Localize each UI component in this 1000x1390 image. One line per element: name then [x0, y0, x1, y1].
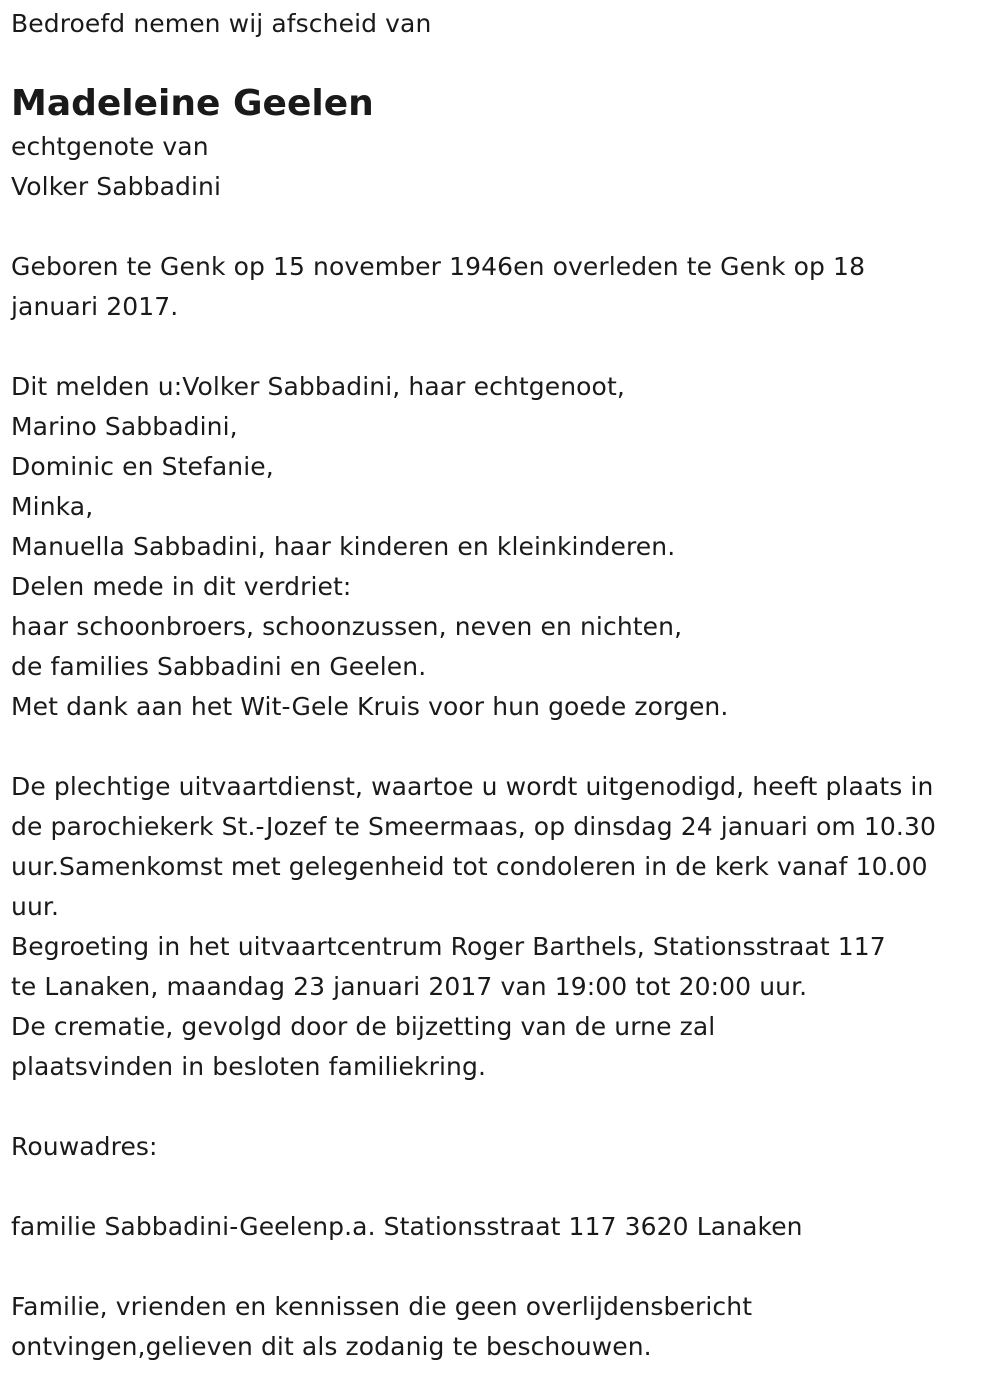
- paragraph-line: Minka,: [11, 492, 94, 521]
- spacer: [11, 1087, 996, 1127]
- spacer: [11, 1247, 996, 1287]
- paragraph-line: Delen mede in dit verdriet:: [11, 572, 352, 601]
- spacer: [11, 327, 996, 367]
- paragraph-line: uur.Samenkomst met gelegenheid tot condoleren in de kerk vanaf 10.00: [11, 852, 928, 881]
- deceased-name: Madeleine Geelen: [11, 83, 374, 124]
- paragraph-line: plaatsvinden in besloten familiekring.: [11, 1052, 486, 1081]
- paragraph-line: Geboren te Genk op 15 november 1946en overleden te Genk op 18: [11, 252, 866, 281]
- paragraph-line: Dominic en Stefanie,: [11, 452, 274, 481]
- paragraph-line: Begroeting in het uitvaartcentrum Roger Barthels, Stationsstraat 117: [11, 932, 886, 961]
- birth-death-paragraph: [11, 247, 996, 327]
- paragraph-line: haar schoonbroers, schoonzussen, neven en nichten,: [11, 612, 683, 641]
- spouse-relation: echtgenote van: [11, 132, 209, 161]
- spacer: [11, 207, 996, 247]
- paragraph-line: Manuella Sabbadini, haar kinderen en kleinkinderen.: [11, 532, 676, 561]
- spacer: [11, 44, 996, 81]
- paragraph-line: De crematie, gevolgd door de bijzetting van de urne zal: [11, 1012, 716, 1041]
- paragraph-line: ontvingen,gelieven dit als zodanig te beschouwen.: [11, 1332, 652, 1361]
- paragraph-line: de parochiekerk St.-Jozef te Smeermaas, op dinsdag 24 januari om 10.30: [11, 812, 936, 841]
- intro-text: Bedroefd nemen wij afscheid van: [11, 9, 432, 38]
- spacer: [11, 727, 996, 767]
- ceremony-paragraph: [11, 767, 996, 1087]
- closing-paragraph: [11, 1287, 996, 1367]
- paragraph-line: te Lanaken, maandag 23 januari 2017 van 19:00 tot 20:00 uur.: [11, 972, 808, 1001]
- obituary-notice: [11, 4, 996, 1367]
- paragraph-line: januari 2017.: [11, 292, 179, 321]
- paragraph-line: Met dank aan het Wit-Gele Kruis voor hun goede zorgen.: [11, 692, 729, 721]
- address-label: Rouwadres:: [11, 1132, 158, 1161]
- mourning-address: familie Sabbadini-Geelenp.a. Stationsstraat 117 3620 Lanaken: [11, 1212, 803, 1241]
- paragraph-line: uur.: [11, 892, 60, 921]
- paragraph-line: De plechtige uitvaartdienst, waartoe u wordt uitgenodigd, heeft plaats in: [11, 772, 934, 801]
- paragraph-line: Marino Sabbadini,: [11, 412, 238, 441]
- spouse-name: Volker Sabbadini: [11, 172, 222, 201]
- paragraph-line: Dit melden u:Volker Sabbadini, haar echtgenoot,: [11, 372, 625, 401]
- spacer: [11, 1167, 996, 1207]
- paragraph-line: Familie, vrienden en kennissen die geen overlijdensbericht: [11, 1292, 753, 1321]
- paragraph-line: de families Sabbadini en Geelen.: [11, 652, 427, 681]
- announcers-paragraph: [11, 367, 996, 727]
